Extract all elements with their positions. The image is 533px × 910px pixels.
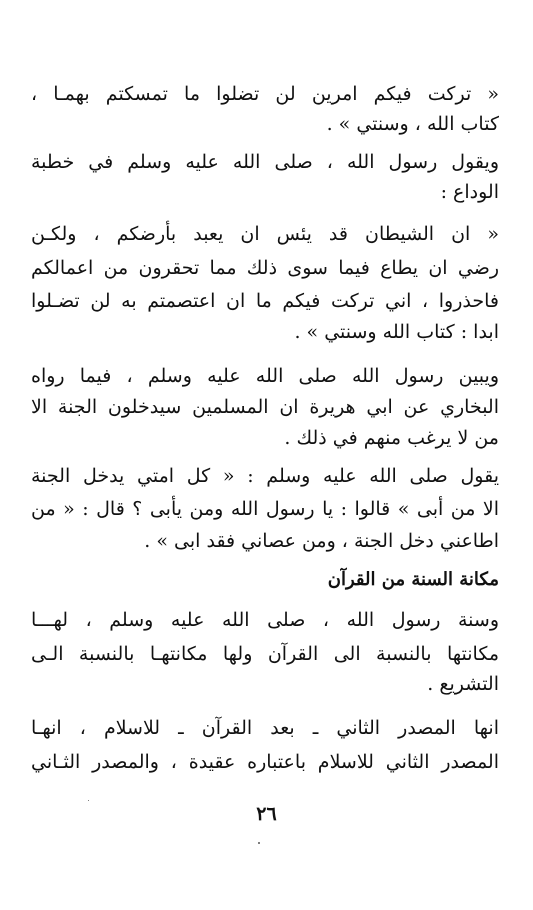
text-line: التشريع . bbox=[427, 673, 499, 695]
page-number: ٢٦ bbox=[256, 803, 277, 825]
print-speck bbox=[258, 842, 260, 844]
text-line: رضي ان يطاع فيما سوى ذلك مما تحقرون من اعمالكم bbox=[31, 257, 499, 279]
print-speck bbox=[88, 800, 89, 801]
text-line: ابدا : كتاب الله وسنتي » . bbox=[294, 321, 499, 343]
text-line: « تركت فيكم امرين لن تضلوا ما تمسكتم بهمـا ، bbox=[31, 83, 499, 105]
text-line: انها المصدر الثاني ـ بعد القرآن ـ للاسلام ، انهـا bbox=[31, 717, 499, 739]
text-line: الوداع : bbox=[440, 181, 499, 203]
text-line: « ان الشيطان قد يئس ان يعبد بأرضكم ، ولكـن bbox=[31, 223, 499, 245]
text-line: وسنة رسول الله ، صلى الله عليه وسلم ، لهـــا bbox=[31, 609, 499, 631]
text-line: ويقول رسول الله ، صلى الله عليه وسلم في خطبة bbox=[31, 151, 499, 173]
text-line: من لا يرغب منهم في ذلك . bbox=[284, 427, 499, 449]
text-line: ويبين رسول الله صلى الله عليه وسلم ، فيما رواه bbox=[31, 365, 499, 387]
text-line: مكانتها بالنسبة الى القرآن ولها مكانتهـا بالنسبة الـى bbox=[31, 643, 499, 665]
text-line: البخاري عن ابي هريرة ان المسلمين سيدخلون الجنة الا bbox=[31, 396, 499, 418]
text-line: الا من أبى » قالوا : يا رسول الله ومن يأبى ؟ قال : « من bbox=[31, 498, 499, 520]
text-line: المصدر الثاني للاسلام باعتباره عقيدة ، والمصدر الثـاني bbox=[31, 751, 499, 773]
text-line: كتاب الله ، وسنتي » . bbox=[326, 113, 499, 135]
text-line: فاحذروا ، اني تركت فيكم ما ان اعتصمتم به لن تضـلوا bbox=[31, 290, 499, 312]
section-heading: مكانة السنة من القرآن bbox=[327, 569, 499, 590]
text-line: اطاعني دخل الجنة ، ومن عصاني فقد ابى » . bbox=[144, 530, 499, 552]
text-line: يقول صلى الله عليه وسلم : « كل امتي يدخل الجنة bbox=[31, 465, 499, 487]
